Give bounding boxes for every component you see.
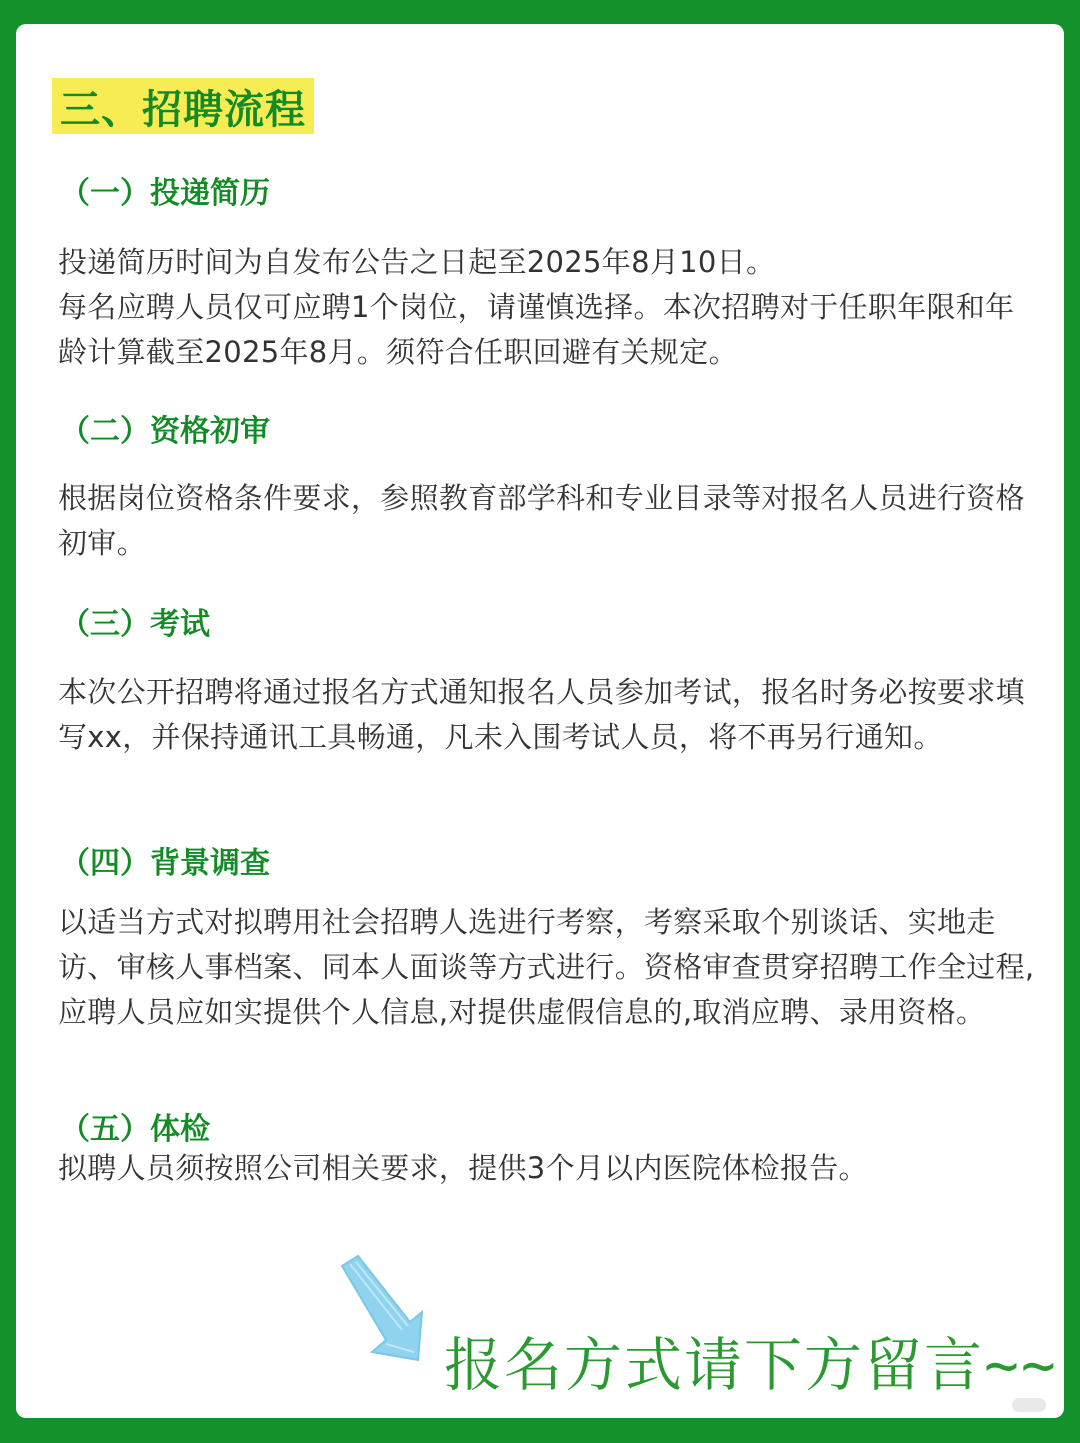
arrow-down-right-icon	[336, 1252, 446, 1372]
paragraph: 每名应聘人员仅可应聘1个岗位，请谨慎选择。本次招聘对于任职年限和年龄计算截至2025年8月。须符合任职回避有关规定。	[58, 290, 1015, 369]
section-heading-5: （五）体检	[60, 1112, 210, 1147]
paragraph: 本次公开招聘将通过报名方式通知报名人员参加考试，报名时务必按要求填写xx，并保持通讯工具畅通，凡未入围考试人员，将不再另行通知。	[58, 675, 1025, 754]
section-heading-4: （四）背景调查	[60, 846, 270, 881]
page-title: 三、招聘流程	[60, 86, 306, 133]
paragraph: 根据岗位资格条件要求，参照教育部学科和专业目录等对报名人员进行资格初审。	[58, 481, 1025, 560]
paragraph: 以适当方式对拟聘用社会招聘人选进行考察，考察采取个别谈话、实地走访、审核人事档案、同本人面谈等方式进行。资格审查贯穿招聘工作全过程,应聘人员应如实提供个人信息,对提供虚假信息的,取消应聘、录用资格。	[58, 905, 1035, 1029]
section-heading-1: （一）投递简历	[60, 176, 270, 211]
section-body-1	[58, 240, 1038, 375]
paragraph: 投递简历时间为自发布公告之日起至2025年8月10日。	[58, 245, 776, 279]
section-heading-2: （二）资格初审	[60, 414, 270, 449]
section-body-4	[58, 900, 1038, 1035]
footer-message: 报名方式请下方留言~~	[444, 1331, 1058, 1399]
section-heading-3: （三）考试	[60, 607, 210, 642]
title-highlight	[52, 78, 314, 134]
section-body-2	[58, 476, 1038, 566]
section-body-5	[58, 1146, 1038, 1191]
paragraph: 拟聘人员须按照公司相关要求，提供3个月以内医院体检报告。	[58, 1151, 868, 1185]
section-body-3	[58, 670, 1038, 760]
content-card	[16, 24, 1064, 1418]
